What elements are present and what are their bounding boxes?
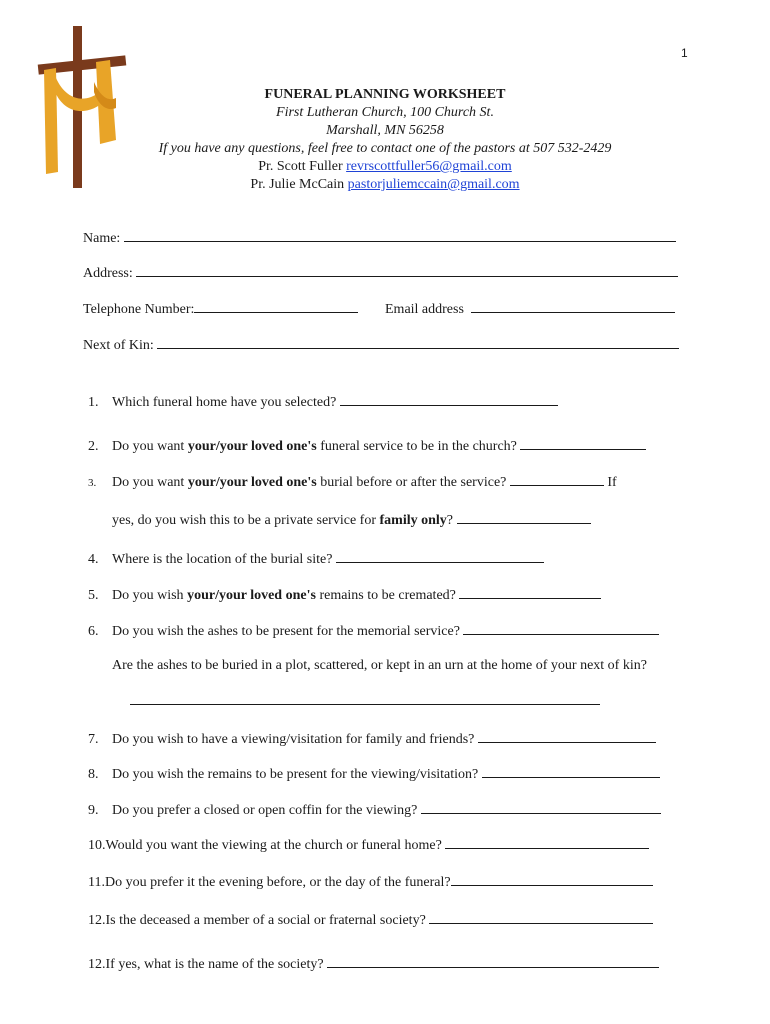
question-text: If bbox=[607, 475, 617, 490]
question-text: Where is the location of the burial site? bbox=[112, 552, 333, 567]
answer-line[interactable] bbox=[459, 586, 601, 599]
question-text: remains to be cremated? bbox=[315, 588, 456, 603]
question-10 bbox=[88, 836, 649, 854]
answer-line[interactable] bbox=[130, 692, 600, 705]
question-text: Do you prefer it the evening before, or the day of the funeral? bbox=[104, 875, 451, 890]
answer-line[interactable] bbox=[336, 550, 544, 563]
question-text: Do you prefer a closed or open coffin for the viewing? bbox=[112, 803, 418, 818]
question-6 bbox=[88, 622, 659, 640]
email-field bbox=[385, 300, 675, 318]
question-number: 2. bbox=[88, 439, 99, 454]
question-6-sub-answer bbox=[130, 692, 600, 710]
question-4 bbox=[88, 550, 544, 568]
question-emphasis: your/your loved one's bbox=[187, 439, 317, 454]
question-8 bbox=[88, 765, 660, 783]
question-number: 12. bbox=[88, 913, 106, 928]
question-text: Is the deceased a member of a social or fraternal society? bbox=[105, 913, 426, 928]
question-2 bbox=[88, 437, 646, 455]
answer-line[interactable] bbox=[340, 393, 558, 406]
question-text: Would you want the viewing at the church or funeral home? bbox=[105, 838, 442, 853]
question-number: 6. bbox=[88, 624, 99, 639]
page-title: FUNERAL PLANNING WORKSHEET bbox=[264, 87, 506, 102]
question-text: Do you wish to have a viewing/visitation for family and friends? bbox=[112, 732, 475, 747]
question-number: 9. bbox=[88, 803, 99, 818]
email-label: Email address bbox=[385, 302, 464, 317]
question-number: 8. bbox=[88, 767, 99, 782]
next-of-kin-field bbox=[83, 336, 679, 354]
next-of-kin-label: Next of Kin: bbox=[83, 338, 154, 353]
question-text: burial before or after the service? bbox=[316, 475, 507, 490]
question-text: Do you wish the ashes to be present for the memorial service? bbox=[112, 624, 460, 639]
question-emphasis: your/your loved one's bbox=[187, 475, 317, 490]
question-text: yes, do you wish this to be a private service for bbox=[112, 513, 380, 528]
pastor-1 bbox=[100, 158, 670, 176]
answer-line[interactable] bbox=[327, 955, 659, 968]
answer-line[interactable] bbox=[457, 511, 591, 524]
address-input-line[interactable] bbox=[136, 264, 678, 277]
telephone-field bbox=[83, 300, 358, 318]
contact-note: If you have any questions, feel free to contact one of the pastors at 507 532-2429 bbox=[158, 141, 612, 156]
pastor-2-email-link[interactable]: pastorjuliemccain@gmail.com bbox=[347, 177, 520, 192]
question-number: 1. bbox=[88, 395, 99, 410]
question-text: Do you want bbox=[112, 475, 188, 490]
name-input-line[interactable] bbox=[124, 229, 676, 242]
name-field bbox=[83, 229, 676, 247]
question-7 bbox=[88, 730, 656, 748]
question-text: funeral service to be in the church? bbox=[316, 439, 517, 454]
answer-line[interactable] bbox=[510, 473, 604, 486]
answer-line[interactable] bbox=[482, 765, 660, 778]
church-name: First Lutheran Church, 100 Church St. bbox=[276, 105, 494, 120]
telephone-label: Telephone Number: bbox=[83, 302, 195, 317]
address-label: Address: bbox=[83, 266, 133, 281]
answer-line[interactable] bbox=[421, 801, 661, 814]
question-text: Do you wish the remains to be present for the viewing/visitation? bbox=[112, 767, 479, 782]
pastor-2-name: Pr. Julie McCain bbox=[250, 177, 345, 192]
question-3-continued bbox=[112, 511, 591, 529]
answer-line[interactable] bbox=[451, 873, 653, 886]
question-number: 5. bbox=[88, 588, 99, 603]
question-text: Do you wish bbox=[112, 588, 188, 603]
question-emphasis: family only bbox=[379, 513, 447, 528]
question-12a bbox=[88, 911, 653, 929]
question-text: ? bbox=[446, 513, 453, 528]
question-number: 11. bbox=[88, 875, 105, 890]
email-input-line[interactable] bbox=[471, 300, 675, 313]
question-11 bbox=[88, 873, 653, 891]
question-text: If yes, what is the name of the society? bbox=[105, 957, 324, 972]
question-1 bbox=[88, 393, 558, 411]
name-label: Name: bbox=[83, 231, 121, 246]
answer-line[interactable] bbox=[463, 622, 659, 635]
question-text: Which funeral home have you selected? bbox=[112, 395, 337, 410]
question-3 bbox=[88, 473, 617, 491]
question-text: Do you want bbox=[112, 439, 188, 454]
telephone-input-line[interactable] bbox=[194, 300, 358, 313]
pastor-1-name: Pr. Scott Fuller bbox=[258, 159, 343, 174]
question-5 bbox=[88, 586, 601, 604]
question-9 bbox=[88, 801, 661, 819]
question-number: 7. bbox=[88, 732, 99, 747]
question-12b bbox=[88, 955, 659, 973]
question-number: 3. bbox=[88, 477, 97, 489]
next-of-kin-input-line[interactable] bbox=[157, 336, 679, 349]
page-number: 1 bbox=[681, 46, 688, 60]
pastor-2 bbox=[100, 176, 670, 194]
question-number: 12. bbox=[88, 957, 106, 972]
answer-line[interactable] bbox=[445, 836, 649, 849]
answer-line[interactable] bbox=[429, 911, 653, 924]
question-number: 4. bbox=[88, 552, 99, 567]
question-emphasis: your/your loved one's bbox=[187, 588, 316, 603]
church-city: Marshall, MN 56258 bbox=[326, 123, 444, 138]
answer-line[interactable] bbox=[520, 437, 646, 450]
question-number: 10. bbox=[88, 838, 106, 853]
pastor-1-email-link[interactable]: revrscottfuller56@gmail.com bbox=[346, 159, 512, 174]
question-6-sub: Are the ashes to be buried in a plot, scattered, or kept in an urn at the home of your next of kin? bbox=[112, 658, 647, 673]
address-field bbox=[83, 264, 678, 282]
answer-line[interactable] bbox=[478, 730, 656, 743]
